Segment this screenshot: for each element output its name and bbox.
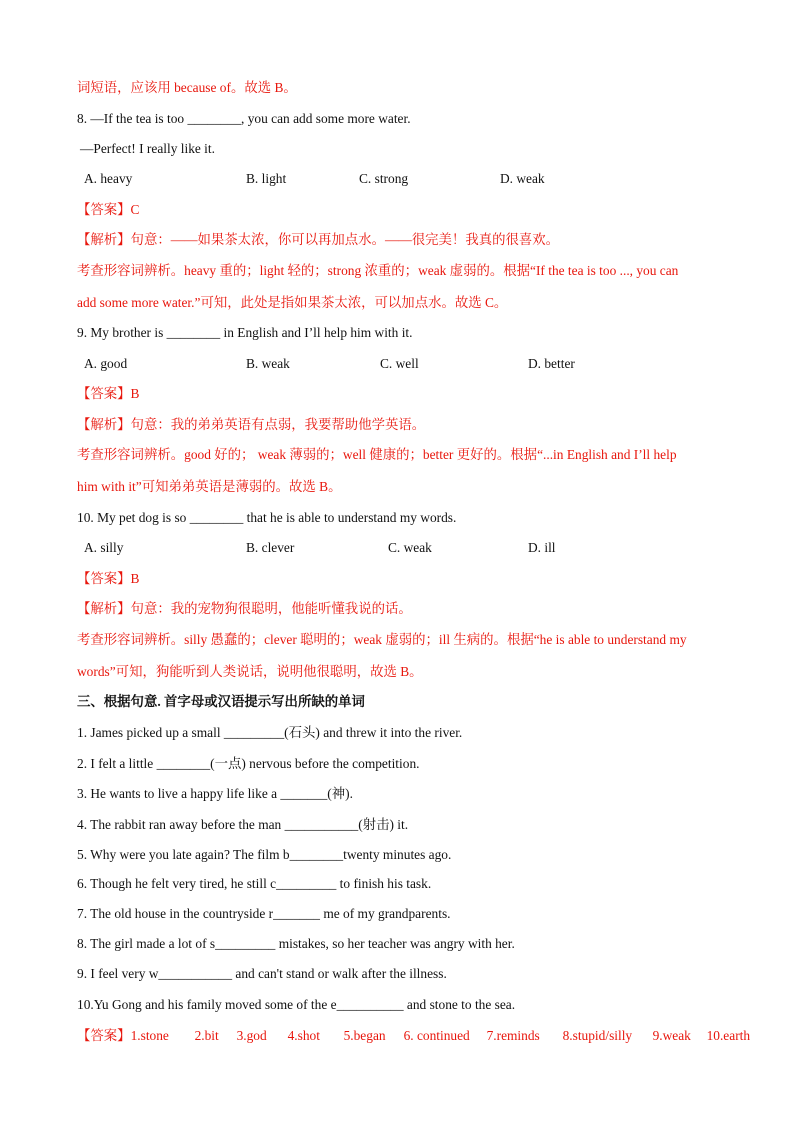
s3-item-6: 6. Though he felt very tired, he still c_________ to finish his task.	[77, 876, 432, 891]
q9-analysis-2: 考查形容词辨析。good 好的； weak 薄弱的；well 健康的；better 更好的。根据“...in English and I’ll help	[77, 447, 677, 462]
s3-answer-7: 7.reminds	[486, 1028, 540, 1043]
q8-stem: 8. —If the tea is too ________, you can add some more water.	[77, 111, 411, 126]
s3-answer-8: 8.stupid/silly	[562, 1028, 633, 1043]
s3-answer-label: 【答案】	[77, 1028, 131, 1043]
q10-option-d: D. ill	[528, 540, 556, 555]
q9-option-d: D. better	[528, 356, 575, 371]
s3-answer-2: 2.bit	[194, 1028, 219, 1043]
s3-answer-5: 5.began	[343, 1028, 386, 1043]
previous-analysis-tail: 词短语，应该用 because of。故选 B。	[77, 80, 297, 95]
q10-answer: 【答案】B	[77, 571, 140, 586]
s3-item-8: 8. The girl made a lot of s_________ mistakes, so her teacher was angry with her.	[77, 936, 515, 951]
q10-analysis-2: 考查形容词辨析。silly 愚蠢的；clever 聪明的；weak 虚弱的；ill 生病的。根据“he is able to understand my	[77, 632, 687, 647]
q8-option-c: C. strong	[359, 171, 409, 186]
s3-answer-3: 3.god	[236, 1028, 267, 1043]
q10-stem: 10. My pet dog is so ________ that he is able to understand my words.	[77, 510, 457, 525]
s3-answer-1: 1.stone	[130, 1028, 169, 1043]
q8-analysis-3: add some more water.”可知，此处是指如果茶太浓，可以加点水。故选 C。	[77, 295, 508, 310]
q8-answer: 【答案】C	[77, 202, 140, 217]
q9-option-c: C. well	[380, 356, 419, 371]
q8-analysis-1: 【解析】句意：——如果茶太浓，你可以再加点水。——很完美！我真的很喜欢。	[77, 232, 560, 247]
q8-analysis-2: 考查形容词辨析。heavy 重的；light 轻的；strong 浓重的；weak 虚弱的。根据“If the tea is too ..., you can	[77, 263, 679, 278]
q10-analysis-1: 【解析】句意：我的宠物狗很聪明，他能听懂我说的话。	[77, 601, 412, 616]
s3-answer-line	[77, 1028, 750, 1044]
s3-item-10: 10.Yu Gong and his family moved some of the e__________ and stone to the sea.	[77, 997, 516, 1012]
q9-stem: 9. My brother is ________ in English and I’ll help him with it.	[77, 325, 413, 340]
q9-analysis-3: him with it”可知弟弟英语是薄弱的。故选 B。	[77, 479, 342, 494]
q8-option-a: A. heavy	[84, 171, 133, 186]
s3-item-2: 2. I felt a little ________(一点) nervous before the competition.	[77, 756, 420, 771]
q8-reply: —Perfect! I really like it.	[80, 141, 215, 156]
q9-option-a: A. good	[84, 356, 128, 371]
s3-answer-6: 6. continued	[403, 1028, 470, 1043]
q10-option-a: A. silly	[84, 540, 124, 555]
q9-answer: 【答案】B	[77, 386, 140, 401]
s3-item-7: 7. The old house in the countryside r_______ me of my grandparents.	[77, 906, 451, 921]
q9-analysis-1: 【解析】句意：我的弟弟英语有点弱，我要帮助他学英语。	[77, 417, 426, 432]
q10-option-c: C. weak	[388, 540, 432, 555]
q10-analysis-3: words”可知，狗能听到人类说话，说明他很聪明，故选 B。	[77, 664, 423, 679]
s3-item-9: 9. I feel very w___________ and can't stand or walk after the illness.	[77, 966, 447, 981]
s3-answer-9: 9.weak	[652, 1028, 691, 1043]
section-3-heading: 三、根据句意. 首字母或汉语提示写出所缺的单词	[77, 694, 365, 709]
q10-option-b: B. clever	[246, 540, 295, 555]
s3-item-4: 4. The rabbit ran away before the man ___________(射击) it.	[77, 817, 409, 832]
s3-item-3: 3. He wants to live a happy life like a _______(神).	[77, 786, 353, 801]
q8-option-d: D. weak	[500, 171, 545, 186]
q8-option-b: B. light	[246, 171, 287, 186]
s3-answer-10: 10.earth	[706, 1028, 751, 1043]
q9-option-b: B. weak	[246, 356, 290, 371]
s3-item-1: 1. James picked up a small _________(石头) and threw it into the river.	[77, 725, 463, 740]
s3-item-5: 5. Why were you late again? The film b________twenty minutes ago.	[77, 847, 452, 862]
s3-answer-4: 4.shot	[287, 1028, 320, 1043]
